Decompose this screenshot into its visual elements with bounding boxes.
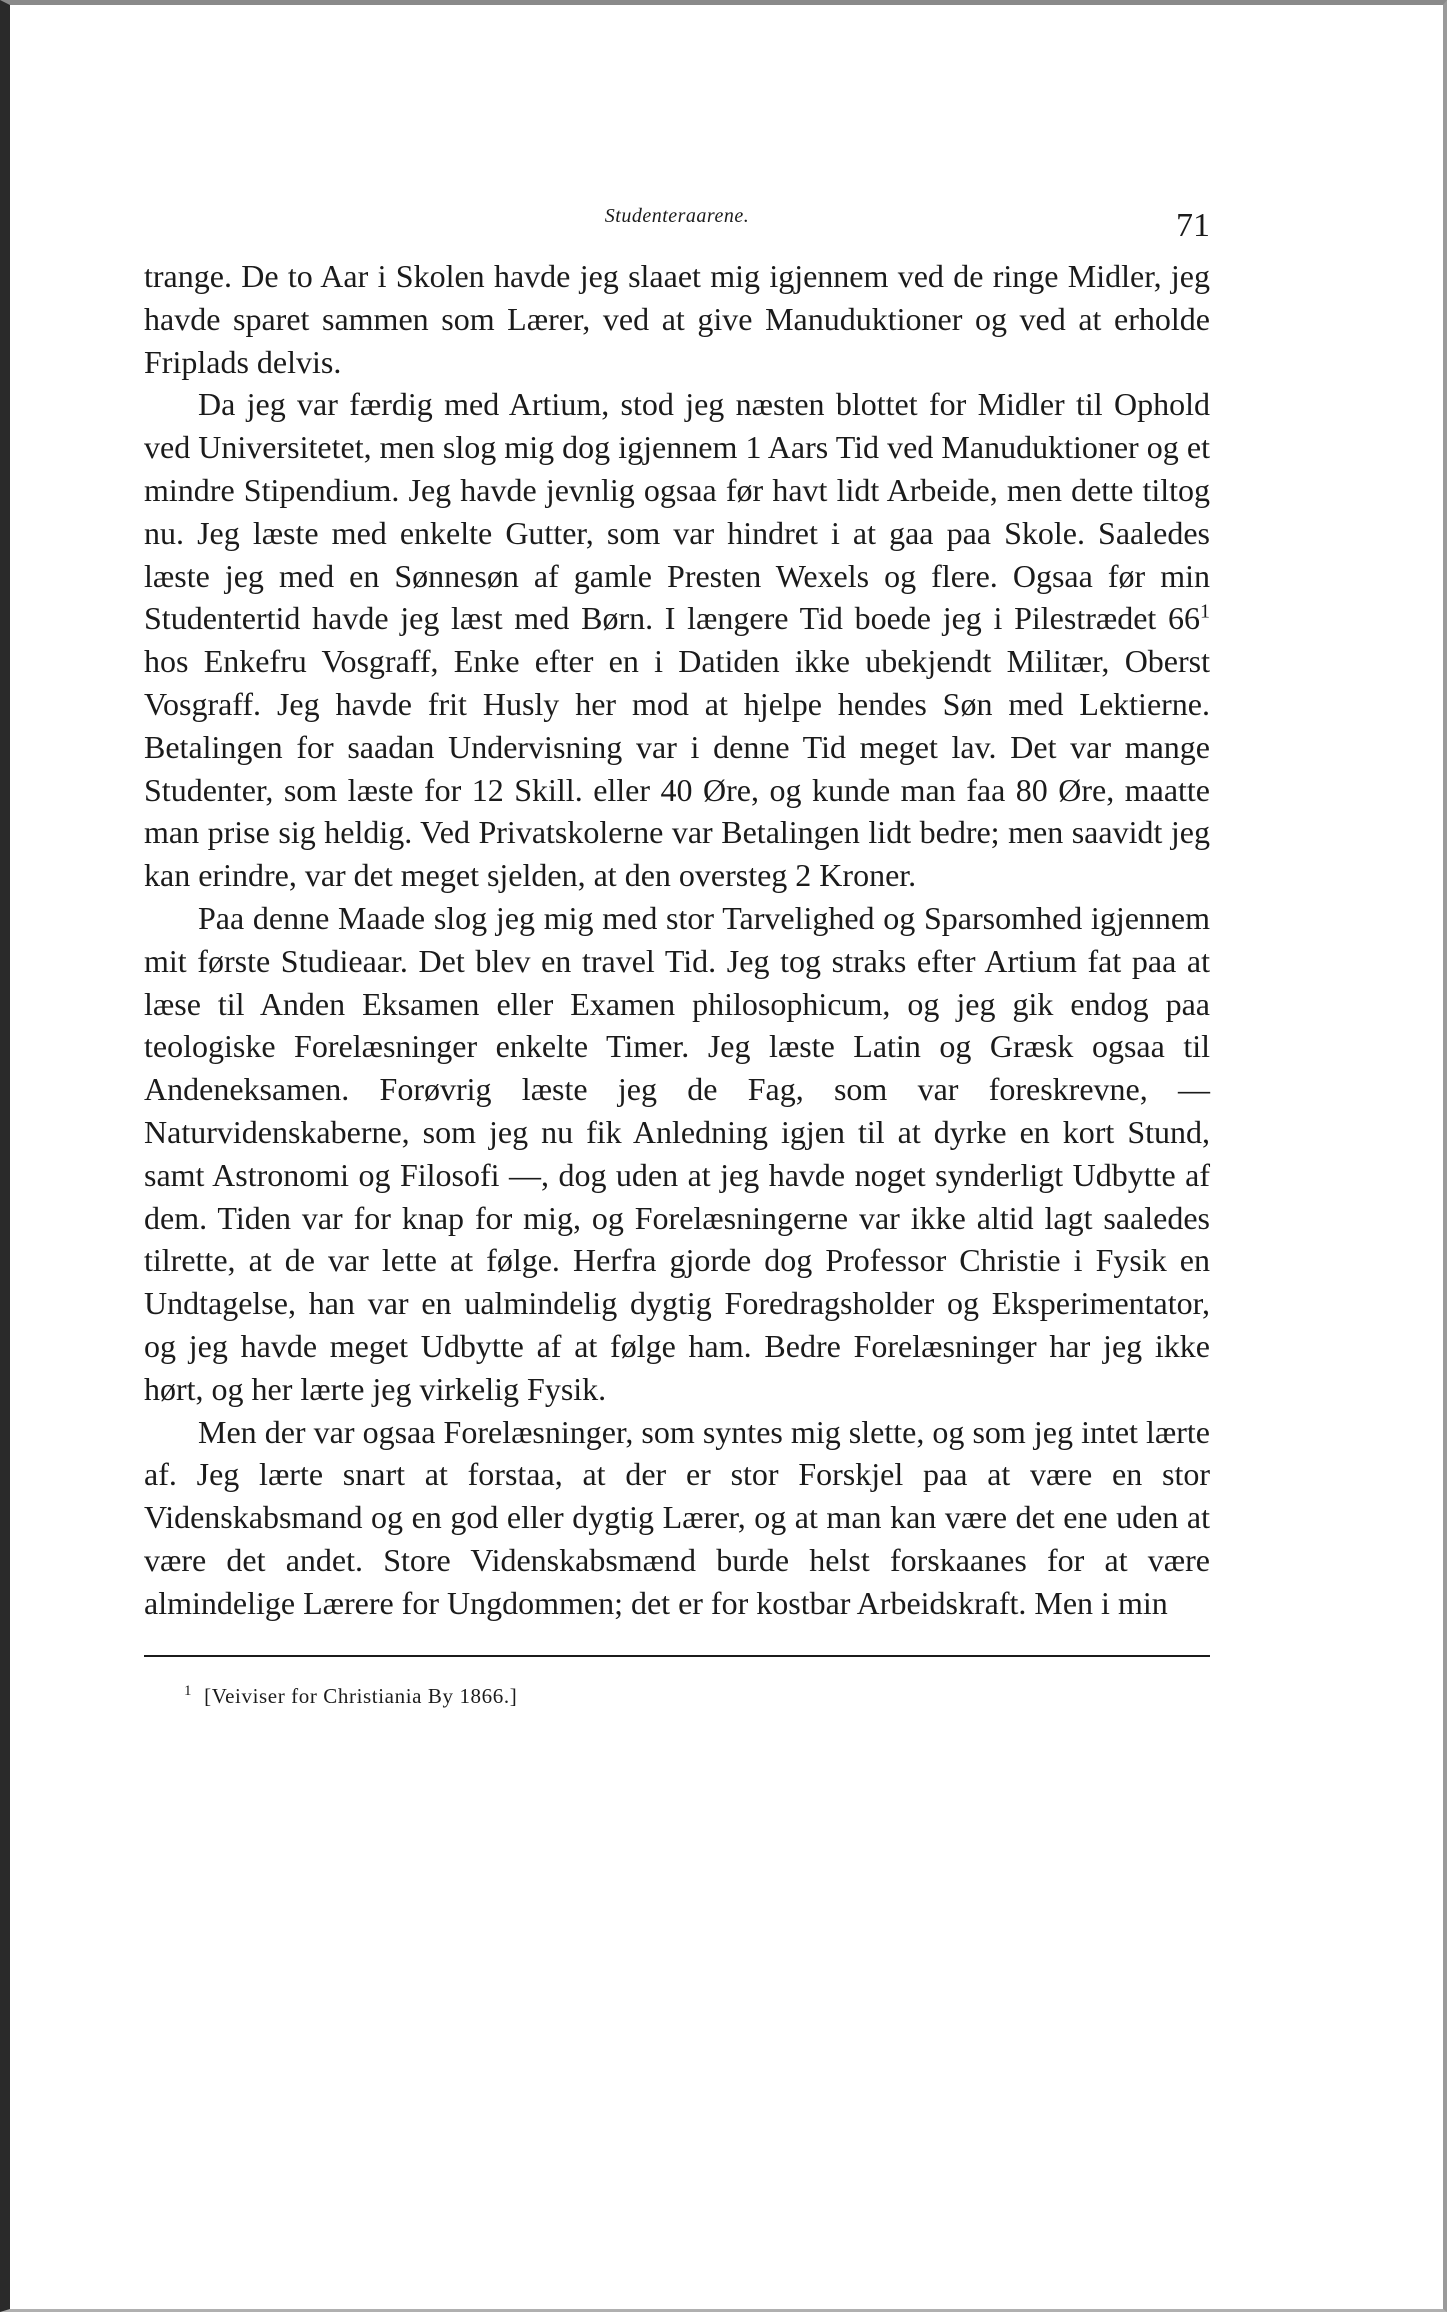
running-title: Studenteraarene. — [604, 205, 750, 227]
paragraph — [144, 897, 1210, 1411]
running-head — [144, 195, 1210, 255]
page-number: 71 — [1176, 207, 1210, 244]
paragraph-text: trange. De to Aar i Skolen havde jeg slaaet mig igjennem ved de ringe Midler, jeg havde sparet sammen som Lærer, ved at give Manuduktioner og ved at erholde Friplads delvis. — [144, 258, 1210, 380]
footnote-text: [Veiviser for Christiania By 1866.] — [204, 1683, 518, 1708]
paragraph — [144, 383, 1210, 897]
paragraph-text: hos Enkefru Vosgraff, Enke efter en i Datiden ikke ubekjendt Militær, Oberst Vosgraff. Jeg havde frit Husly her mod at hjelpe hendes Søn med Lektierne. Betalingen for saadan Undervisning var i denne Tid meget lav. Det var mange Studenter, som læste for 12 Skill. eller 40 Øre, og kunde man faa 80 Øre, maatte man prise sig heldig. Ved Privatskolerne var Betalingen lidt bedre; men saavidt jeg kan erindre, var det meget sjelden, at den oversteg 2 Kroner. — [144, 643, 1210, 894]
footnote — [184, 1683, 1210, 1709]
body-text — [144, 255, 1210, 1625]
footnote-marker: 1 — [184, 1682, 193, 1699]
book-page — [144, 195, 1210, 1709]
paragraph-text: Paa denne Maade slog jeg mig med stor Tarvelighed og Sparsomhed igjennem mit første Studieaar. Det blev en travel Tid. Jeg tog straks efter Artium fat paa at læse til Anden Eksamen eller Examen philosophicum, og jeg gik endog paa teologiske Forelæsninger enkelte Timer. Jeg læste Latin og Græsk ogsaa til Andeneksamen. Forøvrig læste jeg de Fag, som var foreskrevne, — Naturvidenskaberne, som jeg nu fik Anledning igjen til at dyrke en kort Stund, samt Astronomi og Filosofi —, dog uden at jeg havde noget synderligt Udbytte af dem. Tiden var for knap for mig, og Forelæsningerne var ikke altid lagt saaledes tilrette, at de var lette at følge. Herfra gjorde dog Professor Christie i Fysik en Undtagelse, han var en ualmindelig dygtig Foredragsholder og Eksperimentator, og jeg havde meget Udbytte af at følge ham. Bedre Forelæsninger har jeg ikke hørt, og her lærte jeg virkelig Fysik. — [144, 899, 1210, 1407]
paragraph — [144, 1411, 1210, 1625]
paragraph-text: Da jeg var færdig med Artium, stod jeg næsten blottet for Midler til Ophold ved Universitetet, men slog mig dog igjennem 1 Aars Tid ved Manuduktioner og et mindre Stipendium. Jeg havde jevnlig ogsaa før havt lidt Arbeide, men dette tiltog nu. Jeg læste med enkelte Gutter, som var hindret i at gaa paa Skole. Saaledes læste jeg med en Sønnesøn af gamle Presten Wexels og flere. Ogsaa før min Studentertid havde jeg læst med Børn. I længere Tid boede jeg i Pilestrædet 66 — [144, 386, 1210, 637]
footnote-reference: 1 — [1200, 600, 1210, 623]
footnote-rule — [144, 1655, 1210, 1657]
paragraph — [144, 255, 1210, 383]
paragraph-text: Men der var ogsaa Forelæsninger, som syntes mig slette, og som jeg intet lærte af. Jeg lærte snart at forstaa, at der er stor Forskjel paa at være en stor Videnskabsmand og en god eller dygtig Lærer, og at man kan være det ene uden at være det andet. Store Videnskabsmænd burde helst forskaanes for at være almindelige Lærere for Ungdommen; det er for kostbar Arbeidskraft. Men i min — [144, 1413, 1210, 1621]
